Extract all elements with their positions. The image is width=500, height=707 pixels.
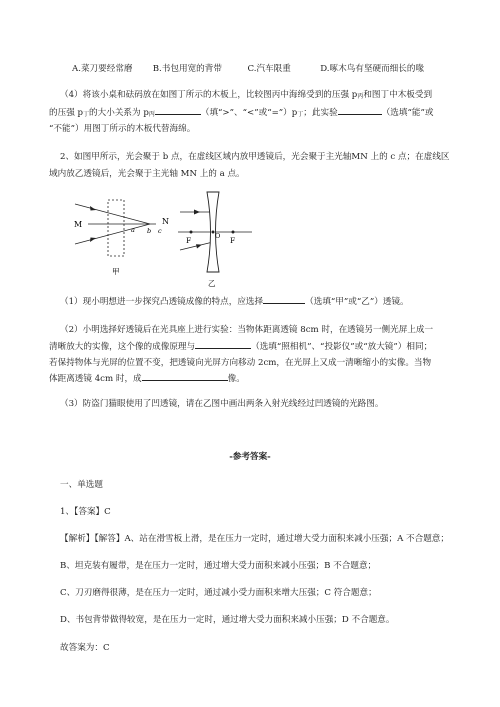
label-c: c: [158, 227, 162, 235]
q2-part2-line4: 体距离透镜 4cm 时，成 像。: [49, 374, 245, 384]
label-f-right: F: [230, 236, 236, 245]
answer-d: D、书包背带做得较宽，是在压力一定时，通过增大受力面积来减小压强；D 不合题意。: [60, 615, 395, 625]
q1-option-d: D.啄木鸟有坚硬而细长的喙: [320, 64, 425, 74]
q2-part3: （3）防盗门猫眼使用了凹透镜，请在乙图中画出两条入射光线经过凹透镜的光路图。: [60, 399, 384, 409]
q1-option-b: B.书包用宽的背带: [152, 64, 222, 74]
label-f-left: F: [186, 236, 192, 245]
answer-blank-can: [338, 106, 382, 115]
lens-diagrams: [0, 186, 500, 296]
q2-part2-line3: 若保持物体与光屏的位置不变，把透镜向光屏方向移动 2cm，在光屏上又成一清晰缩小的实像。当物: [49, 358, 432, 368]
label-a: a: [131, 226, 135, 234]
answers-heading: -参考答案-: [229, 452, 271, 462]
incident-ray-2-arrow: [196, 244, 202, 248]
focus-left-dot: [190, 231, 193, 234]
q1-options: [72, 62, 424, 74]
ray-top: [75, 204, 150, 224]
caption-jia: 甲: [112, 267, 120, 276]
incident-ray-1-arrow: [194, 210, 200, 215]
label-n: N: [162, 217, 169, 226]
q2-stem-line2: 域内放乙透镜后，光会聚于主光轴 MN 上的 a 点。: [49, 169, 245, 179]
label-m: M: [74, 220, 83, 229]
arrow-top: [90, 206, 96, 211]
q2-part1: （1）现小明想进一步探究凸透镜成像的特点，应选择 （选填“甲”或“乙”）透镜。: [60, 297, 409, 307]
label-b: b: [147, 227, 152, 235]
q2-stem-line1: 2、如图甲所示，光会聚于 b 点，在虚线区域内放甲透镜后，光会聚于主光轴MN 上的 c 点；在虚线区: [60, 152, 450, 162]
focus-right-dot: [232, 231, 235, 234]
label-o: O: [215, 232, 221, 240]
arrow-bottom: [90, 238, 96, 243]
diagram-yi: [178, 192, 252, 288]
answer-blank-pressure: [155, 106, 201, 115]
answer-blank-image: [142, 372, 228, 381]
q1-part4-line3: “不能”）用图丁所示的木板代替海绵。: [49, 124, 196, 134]
ray-bottom: [75, 224, 150, 244]
q1-part4-line2: 的压强 p丁的大小关系为 p丙 （填“>”、“<”或“=”）p丁；此实验 （选填“能”或: [49, 108, 434, 118]
answer-b: B、坦克装有履带，是在压力一定时，通过增大受力面积来减小压强；B 不合题意；: [60, 561, 377, 571]
answer-item1: 1、【答案】C: [60, 507, 111, 517]
answer-final: 故答案为：C: [60, 643, 110, 653]
caption-yi: 乙: [208, 279, 216, 288]
answer-c: C、刀刃磨得很薄，是在压力一定时，通过减小受力面积来增大压强；C 符合题意；: [60, 588, 377, 598]
q1-option-c: C.汽车限重: [247, 64, 291, 74]
diagram-jia: [74, 200, 169, 276]
dashed-lens-region: [108, 200, 124, 256]
answers-section: 一、单选题: [60, 480, 103, 490]
q1-option-a: A.菜刀要经常磨: [72, 64, 133, 74]
answer-blank-principle: [195, 340, 251, 349]
q1-part4-line1: （4）将该小桌和砝码放在如图丁所示的木板上，比较图丙中海绵受到的压强 p丙和图丁中木板受到: [60, 90, 433, 100]
q2-part2-line1: （2）小明选择好透镜后在光具座上进行实验：当物体距离透镜 8cm 时，在透镜另一侧光屏上成一: [60, 325, 434, 335]
q2-part2-line2: 清晰放大的实像，这个像的成像原理与 （选填“照相机”、“投影仪”或“放大镜”）相同；: [49, 342, 433, 352]
answer-analysis: 【解析】【解答】A、站在滑雪板上滑，是在压力一定时，通过增大受力面积来减小压强；A 不合题意；: [60, 534, 449, 544]
answer-blank-lens: [263, 295, 305, 304]
